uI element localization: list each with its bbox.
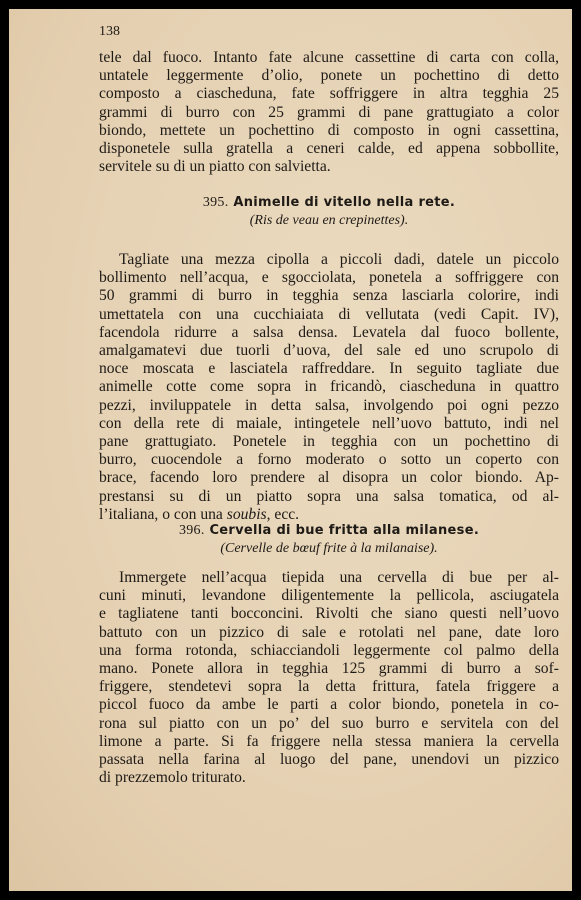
- text-line: pezzi, inviluppatele in detta salsa, involgendo poi ogni pezzo: [99, 396, 559, 414]
- intro-paragraph: [99, 49, 559, 176]
- text-line: e tagliatene tanti bocconcini. Rivolti che siano questi nell’uovo: [99, 605, 559, 623]
- page-number: 138: [99, 24, 120, 39]
- recipe-396-subtitle: (Cervelle de bœuf frite à la milanaise).: [220, 541, 438, 556]
- book-page: [9, 9, 572, 891]
- text-line: tele dal fuoco. Intanto fate alcune cassettine di carta con colla,: [99, 49, 559, 66]
- text-line: di prezzemolo triturato.: [99, 769, 246, 787]
- text-line: una forma rotonda, schiacciandoli leggermente col palmo della: [99, 641, 559, 659]
- text-line: prestansi su di un piatto sopra una salsa tomatica, od al-: [99, 487, 559, 505]
- text-line: facendola ridurre a salsa densa. Levatela dal fuoco bollente,: [99, 323, 559, 341]
- text-line: noce moscata e lasciatela raffreddare. In seguito tagliate due: [99, 360, 559, 378]
- text-line: piccol fuoco da ambe le parti a color biondo, ponetela in co-: [99, 696, 559, 714]
- text-line: untatele leggermente d’olio, ponete un pochettino di detto: [99, 67, 559, 85]
- recipe-title: Animelle di vitello nella rete.: [233, 195, 456, 210]
- text-line: amalgamatevi due tuorli d’uova, del sale ed uno scrupolo di: [99, 342, 559, 360]
- text-line: rona sul piatto con un po’ del suo burro e servitela con del: [99, 714, 559, 732]
- recipe-395-subtitle: (Ris de veau en crepinettes).: [249, 213, 409, 228]
- text-line: 50 grammi di burro in tegghia senza lasciarla colorire, indi: [99, 287, 559, 305]
- text-line: bollimento nell’acqua, e sgocciolata, ponetela a soffriggere con: [99, 269, 559, 287]
- text-line: battuto con un pizzico di sale e rotolati nel pane, date loro: [99, 623, 559, 641]
- text-line: servitele su di un piatto con salvietta.: [99, 158, 331, 176]
- recipe-number: 395.: [202, 195, 229, 210]
- text-line: con della rete di maiale, intingetele nell’uovo battuto, indi nel: [99, 414, 559, 432]
- recipe-title: Cervella di bue fritta alla milanese.: [209, 523, 480, 538]
- text-line: brace, facendo loro prendere al disopra un color biondo. Ap-: [99, 469, 559, 487]
- text-line: limone a parte. Si fa friggere nella stessa maniera la cervella: [99, 732, 559, 750]
- text-line: composto a ciascheduna, fate soffriggere in altra tegghia 25: [99, 85, 559, 103]
- text-line: grammi di burro con 25 grammi di pane grattugiato a color: [99, 103, 559, 121]
- text-line: disponetele sulla gratella a ceneri calde, ed appena sobbollite,: [99, 140, 559, 158]
- text-line: burro, cuocendole a forno moderato o sotto un coperto con: [99, 451, 559, 469]
- text-line: Immergete nell’acqua tiepida una cervella di bue per al-: [119, 569, 559, 586]
- text-line: animelle cotte come sopra in fricandò, ciascheduna in quattro: [99, 378, 559, 396]
- text-line: mano. Ponete allora in tegghia 125 grammi di burro a sof-: [99, 660, 559, 678]
- text-line: l’italiana, o con una soubis, ecc.: [99, 505, 300, 523]
- text-line: passata nella farina al luogo del pane, unendovi un pizzico: [99, 751, 559, 769]
- text-line: friggere, stendetevi sopra la detta frittura, fatela friggere a: [99, 678, 559, 696]
- text-line: biondo, mettete un pochettino di composto in ogni cassettina,: [99, 121, 559, 139]
- recipe-395-title: [99, 194, 559, 212]
- italic-term: soubis: [226, 505, 267, 523]
- text-line: cuni minuti, levandone diligentemente la pellicola, asciugatela: [99, 587, 559, 605]
- text-line: Tagliate una mezza cipolla a piccoli dadi, datele un piccolo: [119, 251, 559, 268]
- recipe-395-body: [99, 251, 559, 524]
- text-line: umettatela con una cucchiaiata di vellutata (vedi Capit. IV),: [99, 305, 559, 323]
- text-line: pane grattugiato. Ponetele in tegghia con un pochettino di: [99, 433, 559, 451]
- recipe-396-title: [99, 522, 559, 540]
- recipe-number: 396.: [178, 523, 205, 538]
- recipe-396-body: [99, 569, 559, 787]
